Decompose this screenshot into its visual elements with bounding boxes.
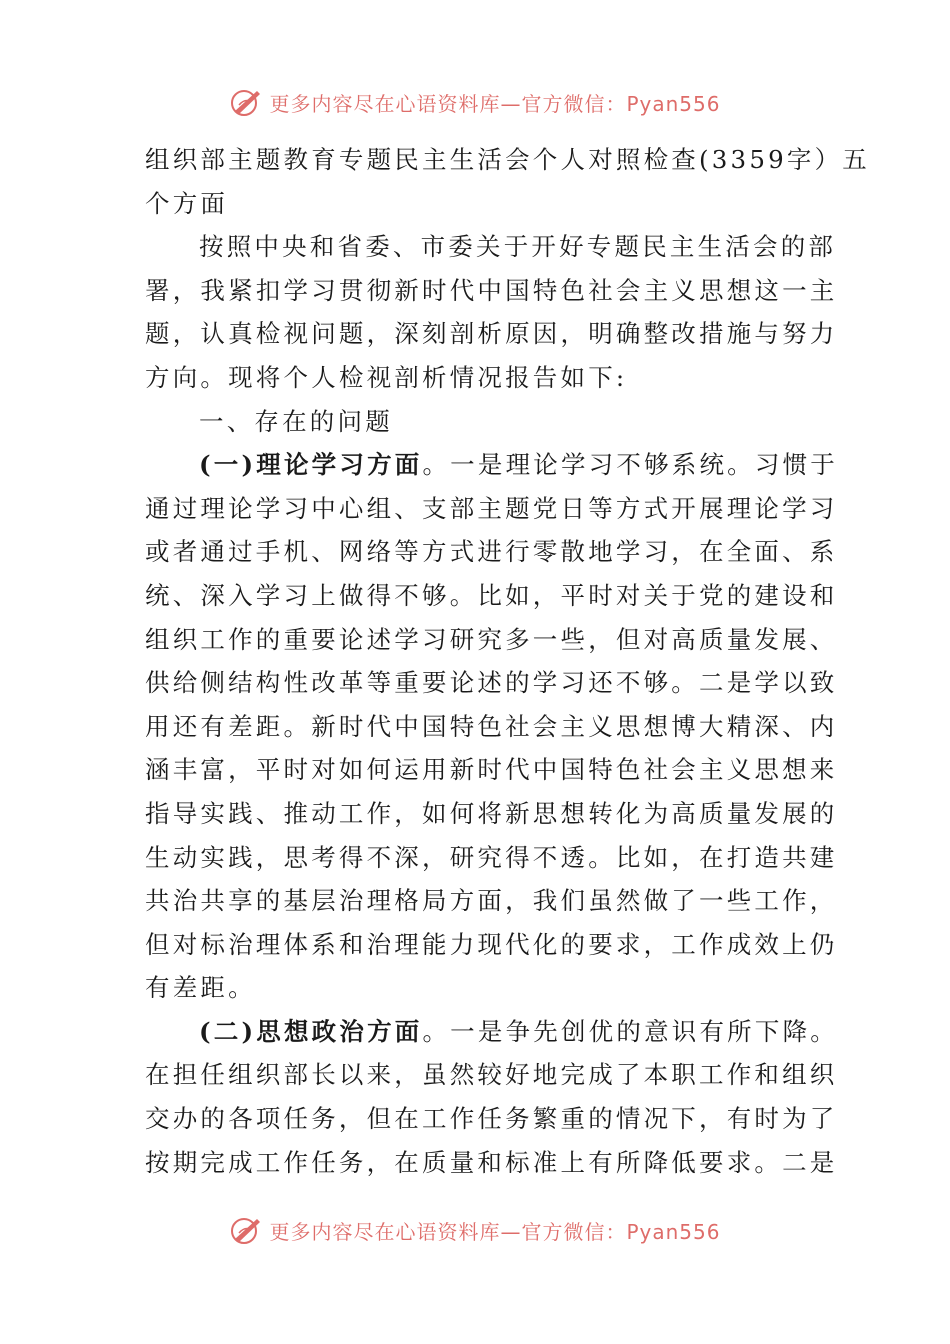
part1-first-line-text: 。一是理论学习不够系统。习惯于	[422, 450, 838, 480]
section-heading-problems: 一、存在的问题	[199, 406, 393, 436]
document-title-line-2: 个方面	[145, 188, 229, 218]
document-title-line-1: 组织部主题教育专题民主生活会个人对照检查(3359字）五	[145, 145, 871, 174]
intro-line-2: 署，我紧扣学习贯彻新时代中国特色社会主义思想这一主	[145, 275, 838, 305]
intro-line-4: 方向。现将个人检视剖析情况报告如下:	[145, 362, 628, 392]
part1-line: 共治共享的基层治理格局方面，我们虽然做了一些工作，	[145, 886, 838, 916]
intro-line-3: 题，认真检视问题，深刻剖析原因，明确整改措施与努力	[145, 319, 838, 349]
part2-line: 交办的各项任务，但在工作任务繁重的情况下，有时为了	[145, 1104, 838, 1134]
watermark-footer	[0, 1208, 950, 1252]
document-body	[145, 138, 871, 1184]
part2-first-line-text: 。一是争先创优的意识有所下降。	[422, 1016, 838, 1046]
part1-heading: (一)理论学习方面	[199, 450, 423, 480]
intro-line-1: 按照中央和省委、市委关于开好专题民主生活会的部	[199, 232, 837, 262]
part1-line: 统、深入学习上做得不够。比如，平时对关于党的建设和	[145, 580, 838, 610]
part1-first-line	[145, 443, 838, 487]
watermark-text: 更多内容尽在心语资料库—官方微信：Pyan556	[269, 91, 721, 116]
part1-line: 组织工作的重要论述学习研究多一些，但对高质量发展、	[145, 624, 838, 654]
part1-line: 或者通过手机、网络等方式进行零散地学习，在全面、系	[145, 537, 838, 567]
watermark-header	[0, 80, 950, 124]
part1-line: 有差距。	[145, 973, 256, 1003]
part2-first-line	[145, 1010, 838, 1054]
part1-line: 生动实践，思考得不深，研究得不透。比如，在打造共建	[145, 842, 838, 872]
part1-line: 涵丰富，平时对如何运用新时代中国特色社会主义思想来	[145, 755, 838, 785]
pen-logo-icon	[229, 85, 263, 119]
part2-heading: (二)思想政治方面	[199, 1016, 423, 1046]
part1-line: 供给侧结构性改革等重要论述的学习还不够。二是学以致	[145, 668, 838, 698]
part1-line: 通过理论学习中心组、支部主题党日等方式开展理论学习	[145, 493, 838, 523]
part1-line: 但对标治理体系和治理能力现代化的要求，工作成效上仍	[145, 929, 838, 959]
part2-line: 按期完成工作任务，在质量和标准上有所降低要求。二是	[145, 1147, 838, 1177]
pen-logo-icon	[229, 1213, 263, 1247]
part2-line: 在担任组织部长以来，虽然较好地完成了本职工作和组织	[145, 1060, 838, 1090]
part1-line: 用还有差距。新时代中国特色社会主义思想博大精深、内	[145, 711, 838, 741]
part1-line: 指导实践、推动工作，如何将新思想转化为高质量发展的	[145, 798, 838, 828]
watermark-text: 更多内容尽在心语资料库—官方微信：Pyan556	[269, 1219, 721, 1244]
